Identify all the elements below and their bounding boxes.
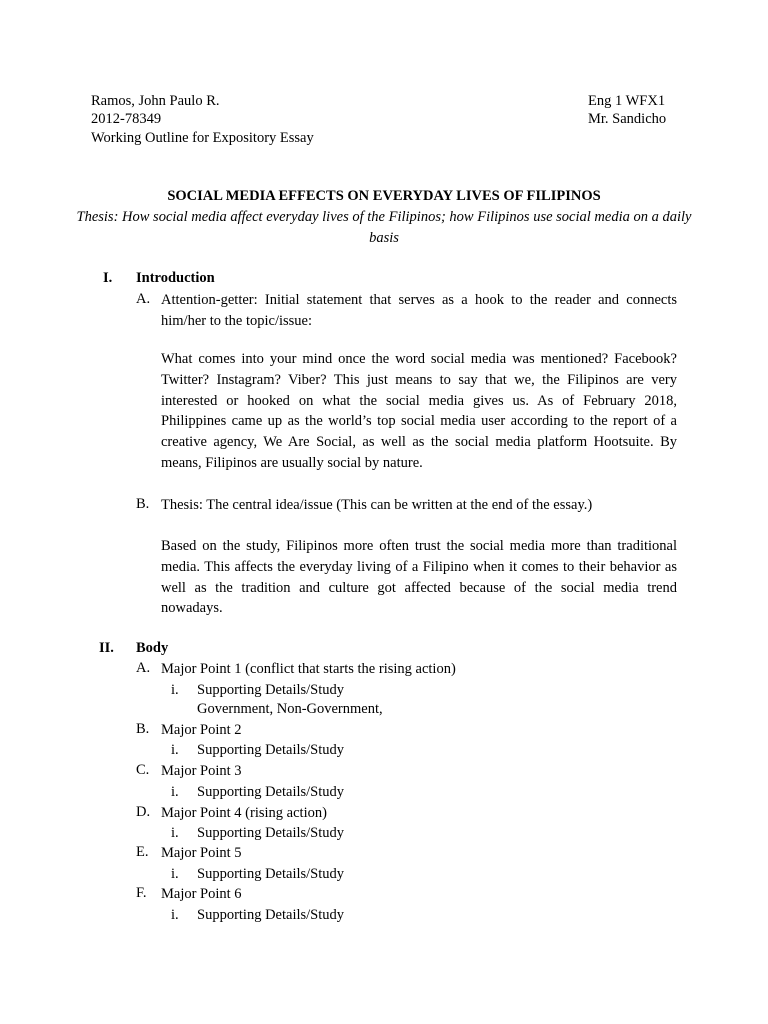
body-sub-extra: Government, Non-Government, [197, 701, 383, 717]
body-sub-label: Supporting Details/Study [197, 907, 345, 923]
body-point-letter: C. [136, 762, 150, 778]
body-point-label: Major Point 6 [161, 886, 242, 902]
body-point-letter: A. [136, 660, 151, 676]
intro-point-a-letter: A. [136, 291, 151, 307]
intro-point-b-label: Thesis: The central idea/issue (This can be written at the end of the essay.) [161, 497, 593, 513]
intro-attention-paragraph: What comes into your mind once the word social media was mentioned? Facebook? Twitter? Instagram? Viber? This just means to say that we, the Filipinos are very interested or hooked on what the social media gives us. As of February 2018, Philippines came up as the world’s top social media user according to the report of a creative agency, We Are Social, as well as the social media platform Hootsuite. By means, Filipinos are usually social by nature. [161, 351, 677, 471]
body-sub-label: Supporting Details/Study [197, 742, 345, 758]
intro-point-a-label: Attention-getter: Initial statement that serves as a hook to the reader and connects him/her to the topic/issue: [161, 292, 677, 329]
section-numeral-introduction: I. [103, 270, 113, 286]
body-point-label: Major Point 1 (conflict that starts the rising action) [161, 661, 456, 677]
body-sub-numeral: i. [171, 682, 179, 698]
body-point-letter: E. [136, 844, 149, 860]
essay-title: SOCIAL MEDIA EFFECTS ON EVERYDAY LIVES OF FILIPINOS [167, 188, 601, 204]
body-sub-numeral: i. [171, 825, 179, 841]
body-point-label: Major Point 5 [161, 845, 242, 861]
body-sub-numeral: i. [171, 742, 179, 758]
section-title-introduction: Introduction [136, 270, 215, 286]
body-sub-label: Supporting Details/Study [197, 825, 345, 841]
intro-thesis-paragraph: Based on the study, Filipinos more often trust the social media more than traditional media. This affects the everyday living of a Filipino when it comes to their behavior as well as the tradition and culture got affected because of the social media trend nowadays. [161, 538, 677, 617]
body-sub-label: Supporting Details/Study [197, 866, 345, 882]
section-numeral-body: II. [99, 640, 114, 656]
body-sub-numeral: i. [171, 784, 179, 800]
body-sub-numeral: i. [171, 866, 179, 882]
body-point-letter: D. [136, 804, 151, 820]
body-sub-label: Supporting Details/Study [197, 784, 345, 800]
body-sub-label: Supporting Details/Study [197, 682, 345, 698]
body-sub-numeral: i. [171, 907, 179, 923]
section-title-body: Body [136, 640, 169, 656]
body-point-label: Major Point 3 [161, 763, 242, 779]
instructor-name: Mr. Sandicho [588, 111, 667, 127]
essay-thesis: Thesis: How social media affect everyday lives of the Filipinos; how Filipinos use social media on a daily basis [76, 209, 692, 246]
body-point-label: Major Point 2 [161, 722, 242, 738]
course-code: Eng 1 WFX1 [588, 93, 666, 109]
student-number: 2012-78349 [91, 111, 162, 127]
body-point-letter: B. [136, 721, 150, 737]
body-point-letter: F. [136, 885, 147, 901]
intro-point-b-letter: B. [136, 496, 150, 512]
author-name: Ramos, John Paulo R. [91, 93, 220, 109]
body-point-label: Major Point 4 (rising action) [161, 805, 327, 821]
document-type: Working Outline for Expository Essay [91, 130, 314, 146]
